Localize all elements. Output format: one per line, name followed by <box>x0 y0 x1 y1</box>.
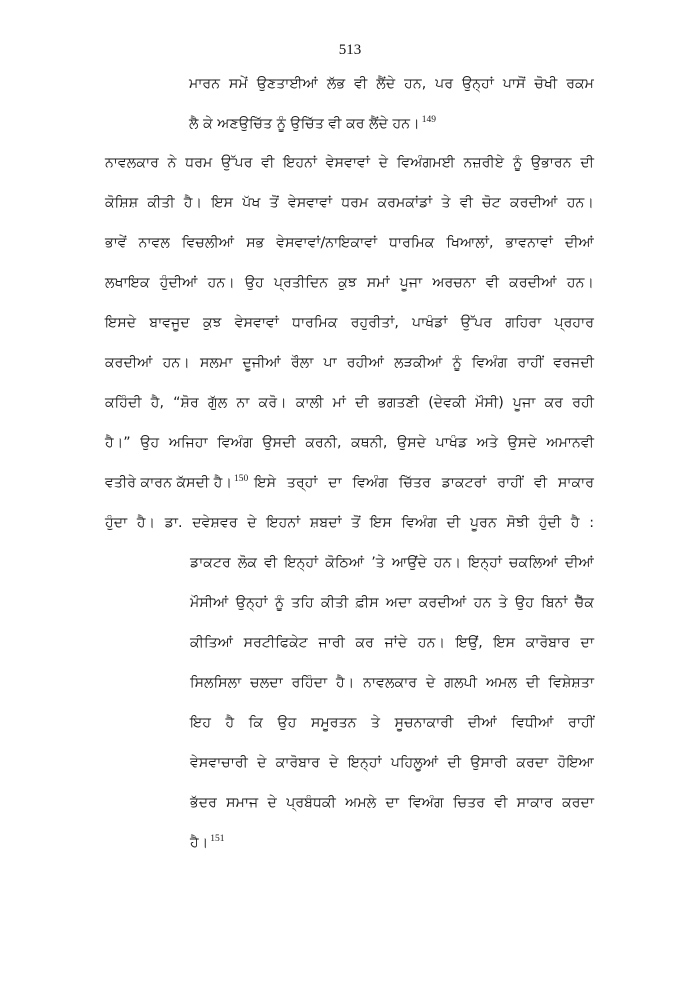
page-number: 513 <box>338 42 362 58</box>
footnote-ref-149: 149 <box>421 115 436 125</box>
block-quote-text: ਹੈ। <box>190 835 209 851</box>
top-quote-line: ਮਾਰਨ ਸਮੇਂ ਉਣਤਾਈਆਂ ਲੱਭ ਵੀ ਲੈਂਦੇ ਹਨ, ਪਰ ਉਨ੍ਹਾਂ ਪਾਸੋਂ ਚੋਖੀ ਰਕਮ <box>189 76 594 92</box>
footnote-ref-150: 150 <box>234 474 249 484</box>
paragraph-line-segment <box>105 473 248 493</box>
top-quote-line-text: ਲੈ ਕੇ ਅਣਉਚਿੱਤ ਨੂੰ ਉਚਿੱਤ ਵੀ ਕਰ ਲੈਂਦੇ ਹਨ। <box>189 116 420 132</box>
paragraph-text: ਵਤੀਰੇ ਕਾਰਨ ਕੱਸਦੀ ਹੈ। <box>105 475 233 491</box>
paragraph-line: ਕਰਦੀਆਂ ਹਨ। ਸਲਮਾ ਦੂਜੀਆਂ ਰੌਲਾ ਪਾ ਰਹੀਆਂ ਲੜਕੀਆਂ ਨੂੰ ਵਿਅੰਗ ਰਾਹੀਂ ਵਰਜਦੀ <box>105 355 594 371</box>
paragraph-line: ਕਹਿੰਦੀ ਹੈ, “ਸ਼ੋਰ ਗੁੱਲ ਨਾ ਕਰੋ। ਕਾਲੀ ਮਾਂ ਦੀ ਭਗਤਣੀ (ਦੇਵਕੀ ਮੌਸੀ) ਪੂਜਾ ਕਰ ਰਹੀ <box>105 395 594 411</box>
block-quote-line: ਵੇਸਵਾਚਾਰੀ ਦੇ ਕਾਰੋਬਾਰ ਦੇ ਇਨ੍ਹਾਂ ਪਹਿਲੂਆਂ ਦੀ ਉਸਾਰੀ ਕਰਦਾ ਹੋਇਆ <box>190 755 594 771</box>
paragraph-line: ਲਖਾਇਕ ਹੁੰਦੀਆਂ ਹਨ। ਉਹ ਪ੍ਰਤੀਦਿਨ ਕੁਝ ਸਮਾਂ ਪੂਜਾ ਅਰਚਨਾ ਵੀ ਕਰਦੀਆਂ ਹਨ। <box>105 275 594 291</box>
paragraph-line-segment: ਇਸੇ ਤਰ੍ਹਾਂ ਦਾ ਵਿਅੰਗ ਚਿੱਤਰ ਡਾਕਟਰਾਂ ਰਾਹੀਂ ਵੀ ਸਾਕਾਰ <box>254 475 594 491</box>
paragraph-line: ਨਾਵਲਕਾਰ ਨੇ ਧਰਮ ਉੱਪਰ ਵੀ ਇਹਨਾਂ ਵੇਸਵਾਵਾਂ ਦੇ ਵਿਅੰਗਮਈ ਨਜ਼ਰੀਏ ਨੂੰ ਉਭਾਰਨ ਦੀ <box>105 155 594 171</box>
footnote-ref-151: 151 <box>210 834 225 844</box>
paragraph-line: ਕੋਸ਼ਿਸ਼ ਕੀਤੀ ਹੈ। ਇਸ ਪੱਖ ਤੋਂ ਵੇਸਵਾਵਾਂ ਧਰਮ ਕਰਮਕਾਂਡਾਂ ਤੇ ਵੀ ਚੋਟ ਕਰਦੀਆਂ ਹਨ। <box>105 195 594 211</box>
paragraph-line: ਭਾਵੇਂ ਨਾਵਲ ਵਿਚਲੀਆਂ ਸਭ ਵੇਸਵਾਵਾਂ/ਨਾਇਕਾਵਾਂ ਧਾਰਮਿਕ ਖਿਆਲਾਂ, ਭਾਵਨਾਵਾਂ ਦੀਆਂ <box>105 235 594 251</box>
block-quote-line: ਇਹ ਹੈ ਕਿ ਉਹ ਸਮੂਰਤਨ ਤੇ ਸੂਚਨਾਕਾਰੀ ਦੀਆਂ ਵਿਧੀਆਂ ਰਾਹੀਂ <box>190 715 594 731</box>
block-quote-line: ਸਿਲਸਿਲਾ ਚਲਦਾ ਰਹਿੰਦਾ ਹੈ। ਨਾਵਲਕਾਰ ਦੇ ਗਲਪੀ ਅਮਲ ਦੀ ਵਿਸ਼ੇਸ਼ਤਾ <box>190 675 594 691</box>
block-quote-line: ਡਾਕਟਰ ਲੋਕ ਵੀ ਇਨ੍ਹਾਂ ਕੋਠਿਆਂ ’ਤੇ ਆਉਂਦੇ ਹਨ। ਇਨ੍ਹਾਂ ਚਕਲਿਆਂ ਦੀਆਂ <box>190 555 594 571</box>
block-quote-line: ਕੀਤਿਆਂ ਸਰਟੀਫਿਕੇਟ ਜਾਰੀ ਕਰ ਜਾਂਦੇ ਹਨ। ਇਉਂ, ਇਸ ਕਾਰੋਬਾਰ ਦਾ <box>190 635 594 651</box>
block-quote-line: ਭੱਦਰ ਸਮਾਜ ਦੇ ਪ੍ਰਬੰਧਕੀ ਅਮਲੇ ਦਾ ਵਿਅੰਗ ਚਿਤਰ ਵੀ ਸਾਕਾਰ ਕਰਦਾ <box>190 795 594 811</box>
block-quote-line-last <box>190 833 594 853</box>
block-quote-line: ਮੌਸੀਆਂ ਉਨ੍ਹਾਂ ਨੂੰ ਤਹਿ ਕੀਤੀ ਫ਼ੀਸ ਅਦਾ ਕਰਦੀਆਂ ਹਨ ਤੇ ਉਹ ਬਿਨਾਂ ਚੈੱਕ <box>190 595 594 611</box>
paragraph-line: ਇਸਦੇ ਬਾਵਜੂਦ ਕੁਝ ਵੇਸਵਾਵਾਂ ਧਾਰਮਿਕ ਰਹੁਰੀਤਾਂ, ਪਾਖੰਡਾਂ ਉੱਪਰ ਗਹਿਰਾ ਪ੍ਰਹਾਰ <box>105 315 594 331</box>
paragraph-line-with-footnote <box>105 473 594 493</box>
top-quote-line-last <box>189 114 594 134</box>
paragraph-line: ਹੈ।” ਉਹ ਅਜਿਹਾ ਵਿਅੰਗ ਉਸਦੀ ਕਰਨੀ, ਕਥਨੀ, ਉਸਦੇ ਪਾਖੰਡ ਅਤੇ ਉਸਦੇ ਅਮਾਨਵੀ <box>105 435 594 451</box>
paragraph-line: ਹੁੰਦਾ ਹੈ। ਡਾ. ਦਵੇਸ਼ਵਰ ਦੇ ਇਹਨਾਂ ਸ਼ਬਦਾਂ ਤੋਂ ਇਸ ਵਿਅੰਗ ਦੀ ਪੂਰਨ ਸੋਝੀ ਹੁੰਦੀ ਹੈ : <box>105 515 594 531</box>
